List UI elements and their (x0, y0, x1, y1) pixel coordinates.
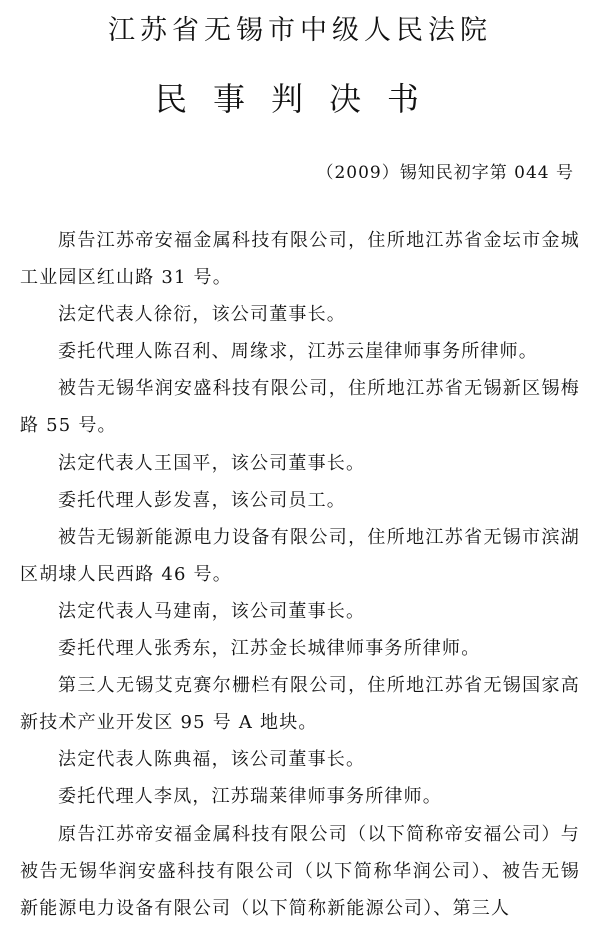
document-title: 民事判决书 (154, 80, 445, 118)
paragraph-defendant-2-agent: 委托代理人张秀东，江苏金长城律师事务所律师。 (58, 638, 481, 660)
paragraph-defendant-1: 被告无锡华润安盛科技有限公司，住所地江苏省无锡新区锡梅路 55 号。 (20, 378, 580, 437)
court-name: 江苏省无锡市中级人民法院 (108, 15, 492, 46)
judgment-body (20, 222, 580, 927)
paragraph-third-party: 第三人无锡艾克赛尔栅栏有限公司，住所地江苏省无锡国家高新技术产业开发区 95 号 A 地块。 (20, 675, 580, 734)
paragraph-defendant-1-agent: 委托代理人彭发喜，该公司员工。 (58, 489, 346, 511)
paragraph-defendant-1-representative: 法定代表人王国平，该公司董事长。 (58, 452, 366, 474)
paragraph-defendant-2-representative: 法定代表人马建南，该公司董事长。 (58, 600, 366, 622)
paragraph-third-party-agent: 委托代理人李凤，江苏瑞莱律师事务所律师。 (58, 786, 442, 808)
paragraph-third-party-representative: 法定代表人陈典福，该公司董事长。 (58, 749, 366, 771)
paragraph-plaintiff-representative: 法定代表人徐衍，该公司董事长。 (58, 304, 346, 326)
paragraph-plaintiff-agent: 委托代理人陈召利、周缘求，江苏云崖律师事务所律师。 (58, 341, 538, 363)
paragraph-case-summary: 原告江苏帝安福金属科技有限公司（以下简称帝安福公司）与被告无锡华润安盛科技有限公司（以下简称华润公司）、被告无锡新能源电力设备有限公司（以下简称新能源公司）、第三人 (20, 823, 580, 919)
paragraph-defendant-2: 被告无锡新能源电力设备有限公司，住所地江苏省无锡市滨湖区胡埭人民西路 46 号。 (20, 526, 580, 585)
case-number: （2009）锡知民初字第 044 号 (316, 163, 574, 183)
paragraph-plaintiff: 原告江苏帝安福金属科技有限公司，住所地江苏省金坛市金城工业园区红山路 31 号。 (20, 230, 580, 289)
